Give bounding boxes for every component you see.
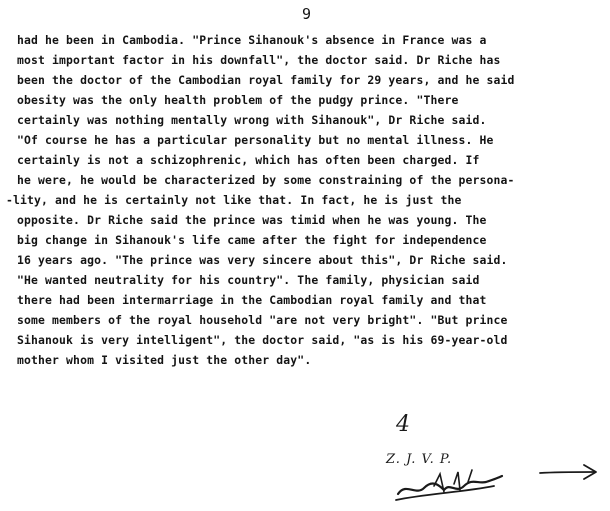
page-number: 9 <box>302 5 312 23</box>
signature <box>394 468 506 508</box>
signature-drawing <box>394 468 506 504</box>
text-line: certainly was nothing mentally wrong with Sihanouk", Dr Riche said. <box>17 113 487 127</box>
text-line: certainly is not a schizophrenic, which has often been charged. If <box>17 153 480 167</box>
text-line: had he been in Cambodia. "Prince Sihanouk's absence in France was a <box>17 33 487 47</box>
text-line: he were, he would be characterized by some constraining of the persona- <box>17 173 515 187</box>
text-line: 16 years ago. "The prince was very sincere about this", Dr Riche said. <box>17 253 508 267</box>
text-line: some members of the royal household "are not very bright". "But prince <box>17 313 508 327</box>
handwritten-number: 4 <box>396 412 410 437</box>
text-line: "He wanted neutrality for his country". The family, physician said <box>17 273 480 287</box>
text-line: big change in Sihanouk's life came after the fight for independence <box>17 233 487 247</box>
text-line: obesity was the only health problem of the pudgy prince. "There <box>17 93 459 107</box>
text-line: Sihanouk is very intelligent", the doctor said, "as is his 69-year-old <box>17 333 508 347</box>
arrow-right-icon <box>538 462 600 486</box>
text-line: -lity, and he is certainly not like that. In fact, he is just the <box>6 193 462 207</box>
handwritten-initials: Z. J. V. P. <box>386 452 453 467</box>
text-line: there had been intermarriage in the Cambodian royal family and that <box>17 293 487 307</box>
text-line: opposite. Dr Riche said the prince was timid when he was young. The <box>17 213 487 227</box>
text-line: "Of course he has a particular personality but no mental illness. He <box>17 133 494 147</box>
text-line: mother whom I visited just the other day". <box>17 353 312 367</box>
text-line: been the doctor of the Cambodian royal family for 29 years, and he said <box>17 73 515 87</box>
text-line: most important factor in his downfall", the doctor said. Dr Riche has <box>17 53 501 67</box>
